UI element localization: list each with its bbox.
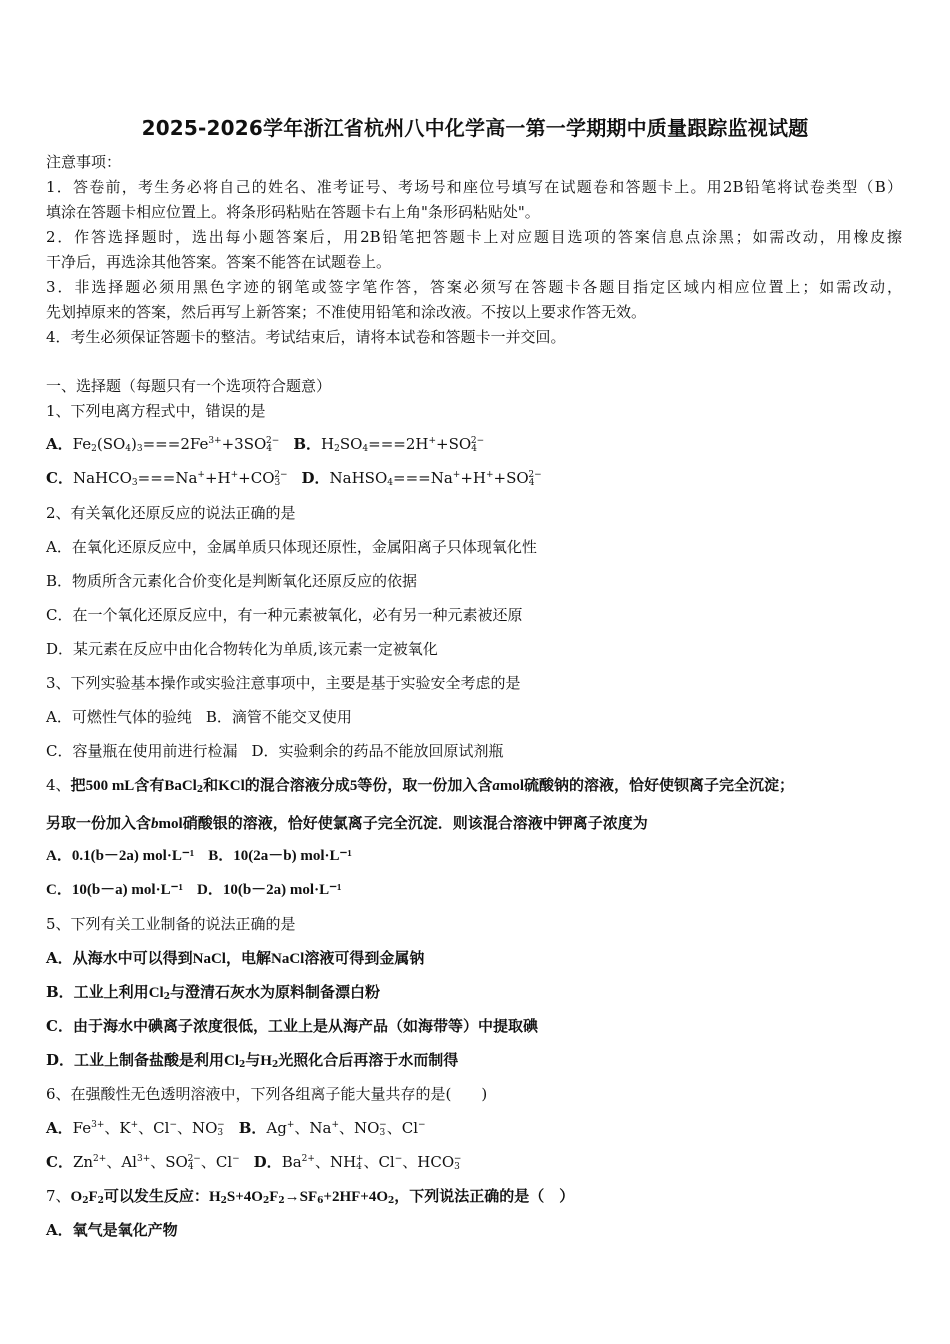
question-6-row-cd: C．$Zn^{2+}$、$Al^{3+}$、$SO_4^{2-}$、Cl− D．$Ba^{2+}$、$NH_4^+$、Cl−、$HCO_3^-$ bbox=[46, 1153, 462, 1172]
question-4-row-ab bbox=[46, 846, 352, 866]
q2-option-d: D．某元素在反应中由化合物转化为单质,该元素一定被氧化 bbox=[46, 640, 438, 658]
q4-option-a: A．0.1(b－2a) mol·L⁻¹ bbox=[46, 848, 195, 864]
text: 可以发生反应： bbox=[103, 1187, 209, 1205]
text: BaCl bbox=[164, 778, 197, 794]
text: 溶液可得到金属钠 bbox=[304, 949, 425, 967]
q3-option-d: D．实验剩余的药品不能放回原试剂瓶 bbox=[251, 742, 504, 760]
notice-line: 先划掉原来的答案，然后再写上新答案；不准使用铅笔和涂改液。不按以上要求作答无效。 bbox=[46, 303, 647, 321]
question-5-stem: 5、下列有关工业制备的说法正确的是 bbox=[46, 915, 296, 933]
q4-option-d: D．10(b－2a) mol·L⁻¹ bbox=[197, 882, 342, 898]
text: 与澄清石灰水为原料制备漂白粉 bbox=[169, 983, 380, 1001]
text: 光照化合后再溶于水而制得 bbox=[278, 1051, 459, 1069]
question-6-stem: 6、在强酸性无色透明溶液中，下列各组离子能大量共存的是( ) bbox=[46, 1085, 488, 1103]
question-1-stem: 1、下列电离方程式中，错误的是 bbox=[46, 402, 266, 420]
text: b bbox=[151, 816, 159, 832]
question-2-stem: 2、有关氧化还原反应的说法正确的是 bbox=[46, 504, 296, 522]
q3-option-a: A．可燃性气体的验纯 bbox=[46, 708, 192, 726]
text: 500 mL bbox=[85, 778, 135, 794]
q3-option-c: C．容量瓶在使用前进行检漏 bbox=[46, 742, 238, 760]
notice-line: 填涂在答题卡相应位置上。将条形码粘贴在答题卡右上角"条形码粘贴处"。 bbox=[46, 203, 540, 221]
section-heading: 一、选择题（每题只有一个选项符合题意） bbox=[46, 377, 332, 395]
q6-option-d: $Ba^{2+}$、$NH_4^+$、Cl−、$HCO_3^-$ bbox=[281, 1153, 462, 1172]
question-7-stem: 7、$O_2F_2$可以发生反应：$H_2S+4O_2F_2\to SF_6+2HF+4O_2$，下列说法正确的是（ ） bbox=[46, 1187, 575, 1206]
text: Cl bbox=[224, 1053, 240, 1069]
text: 另取一份加入含 bbox=[46, 814, 152, 832]
q1-option-c: $NaHCO_3===Na^++H^++CO_3^{2-}$ bbox=[72, 469, 288, 488]
text: NaCl bbox=[192, 951, 226, 967]
text: 等份，取一份加入含 bbox=[357, 776, 493, 794]
text: 把 bbox=[70, 776, 86, 794]
q4-option-c: C．10(b－a) mol·L⁻¹ bbox=[46, 882, 183, 898]
text: O bbox=[70, 1189, 83, 1205]
question-4-stem-line2 bbox=[46, 813, 648, 834]
q1-option-b: $H_2SO_4===2H^++SO_4^{2-}$ bbox=[321, 435, 485, 454]
q2-option-c: C．在一个氧化还原反应中，有一种元素被氧化，必有另一种元素被还原 bbox=[46, 606, 523, 624]
question-number: 7、 bbox=[46, 1187, 71, 1205]
option-label: A． bbox=[46, 435, 73, 453]
q5-option-c: C．由于海水中碘离子浓度很低，工业上是从海产品（如海带等）中提取碘 bbox=[46, 1017, 538, 1035]
question-3-stem: 3、下列实验基本操作或实验注意事项中，主要是基于实验安全考虑的是 bbox=[46, 674, 521, 692]
text: 硫酸钠的溶液，恰好使钡离子完全沉淀； bbox=[524, 776, 795, 794]
q2-option-b: B．物质所含元素化合价变化是判断氧化还原反应的依据 bbox=[46, 572, 418, 590]
question-1-row-ab bbox=[46, 434, 484, 454]
text: a bbox=[492, 778, 500, 794]
text: NaCl bbox=[271, 951, 305, 967]
q1-option-d: $NaHSO_4===Na^++H^++SO_4^{2-}$ bbox=[329, 469, 542, 488]
q2-option-a: A．在氧化还原反应中，金属单质只体现还原性，金属阳离子只体现氧化性 bbox=[46, 538, 537, 556]
text: 含有 bbox=[134, 776, 165, 794]
text: →SF bbox=[284, 1189, 318, 1205]
text: +2HF+4O bbox=[323, 1189, 389, 1205]
text: F bbox=[269, 1189, 279, 1205]
text: ，下列说法正确的是（ ） bbox=[394, 1187, 575, 1205]
q5-option-d: D．工业上制备盐酸是利用$Cl_2$与$H_2$光照化合后再溶于水而制得 bbox=[46, 1051, 459, 1070]
option-label: B． bbox=[293, 435, 321, 453]
q6-option-c: $Zn^{2+}$、$Al^{3+}$、$SO_4^{2-}$、Cl− bbox=[72, 1153, 240, 1172]
text: 5 bbox=[349, 778, 358, 794]
question-1-row-cd bbox=[46, 468, 542, 488]
q5-option-a bbox=[46, 948, 424, 969]
notice-line: 4．考生必须保证答题卡的整洁。考试结束后，请将本试卷和答题卡一并交回。 bbox=[46, 328, 566, 346]
text: H bbox=[208, 1189, 221, 1205]
option-label: C． bbox=[46, 469, 73, 487]
q3-option-b: B．滴管不能交叉使用 bbox=[205, 708, 352, 726]
text: 的混合溶液分成 bbox=[244, 776, 350, 794]
question-4-stem-line1: 4、把500 mL含有BaCl$_2$和KCl的混合溶液分成5等份，取一份加入含amol硫酸钠的溶液，恰好使钡离子完全沉淀； bbox=[46, 776, 795, 795]
q6-option-b: Ag+、Na+、$NO_3^-$、Cl− bbox=[266, 1119, 426, 1138]
text: S+4O bbox=[226, 1189, 263, 1205]
text: Cl bbox=[148, 985, 164, 1001]
text: 与 bbox=[245, 1051, 261, 1069]
exam-title: 2025-2026学年浙江省杭州八中化学高一第一学期期中质量跟踪监视试题 bbox=[141, 116, 809, 140]
q5-option-b: B．工业上利用$Cl_2$与澄清石灰水为原料制备漂白粉 bbox=[46, 983, 380, 1002]
question-3-row-ab bbox=[46, 707, 352, 727]
question-6-row-ab: A．$Fe^{3+}$、K+、Cl−、$NO_3^-$ B．Ag+、Na+、$NO_3^-$、Cl− bbox=[46, 1119, 426, 1138]
q4-option-b: B．10(2a－b) mol·L⁻¹ bbox=[208, 848, 352, 864]
q7-option-a: A．氧气是氧化产物 bbox=[46, 1221, 178, 1239]
text: ，电解 bbox=[225, 949, 271, 967]
notice-line: 1．答卷前，考生务必将自己的姓名、准考证号、考场号和座位号填写在试题卷和答题卡上。用2B铅笔将试卷类型（B） bbox=[46, 178, 902, 196]
notice-heading: 注意事项： bbox=[46, 153, 122, 171]
text: 和 bbox=[203, 776, 219, 794]
question-3-row-cd bbox=[46, 741, 504, 761]
notice-line: 2．作答选择题时，选出每小题答案后，用2B铅笔把答题卡上对应题目选项的答案信息点涂黑；如需改动，用橡皮擦 bbox=[46, 228, 902, 246]
text: mol bbox=[499, 778, 524, 794]
q6-option-a: $Fe^{3+}$、K+、Cl−、$NO_3^-$ bbox=[72, 1119, 225, 1138]
text: mol bbox=[158, 816, 183, 832]
q1-option-a: $Fe_2(SO_4)_3===2Fe^{3+}+3SO_4^{2-}$ bbox=[72, 435, 280, 454]
notice-line: 3．非选择题必须用黑色字迹的钢笔或签字笔作答，答案必须写在答题卡各题目指定区域内相应位置上；如需改动， bbox=[46, 278, 902, 296]
text: F bbox=[88, 1189, 98, 1205]
text: B．工业上利用 bbox=[46, 983, 149, 1001]
question-4-row-cd bbox=[46, 880, 342, 900]
notice-line: 干净后，再选涂其他答案。答案不能答在试题卷上。 bbox=[46, 253, 392, 271]
text: 硝酸银的溶液，恰好使氯离子完全沉淀．则该混合溶液中钾离子浓度为 bbox=[182, 814, 648, 832]
question-number: 4、 bbox=[46, 776, 71, 794]
text: KCl bbox=[218, 778, 245, 794]
text: H bbox=[260, 1053, 272, 1069]
option-label: D． bbox=[301, 469, 330, 487]
text: A．从海水中可以得到 bbox=[46, 949, 193, 967]
text: D．工业上制备盐酸是利用 bbox=[46, 1051, 225, 1069]
